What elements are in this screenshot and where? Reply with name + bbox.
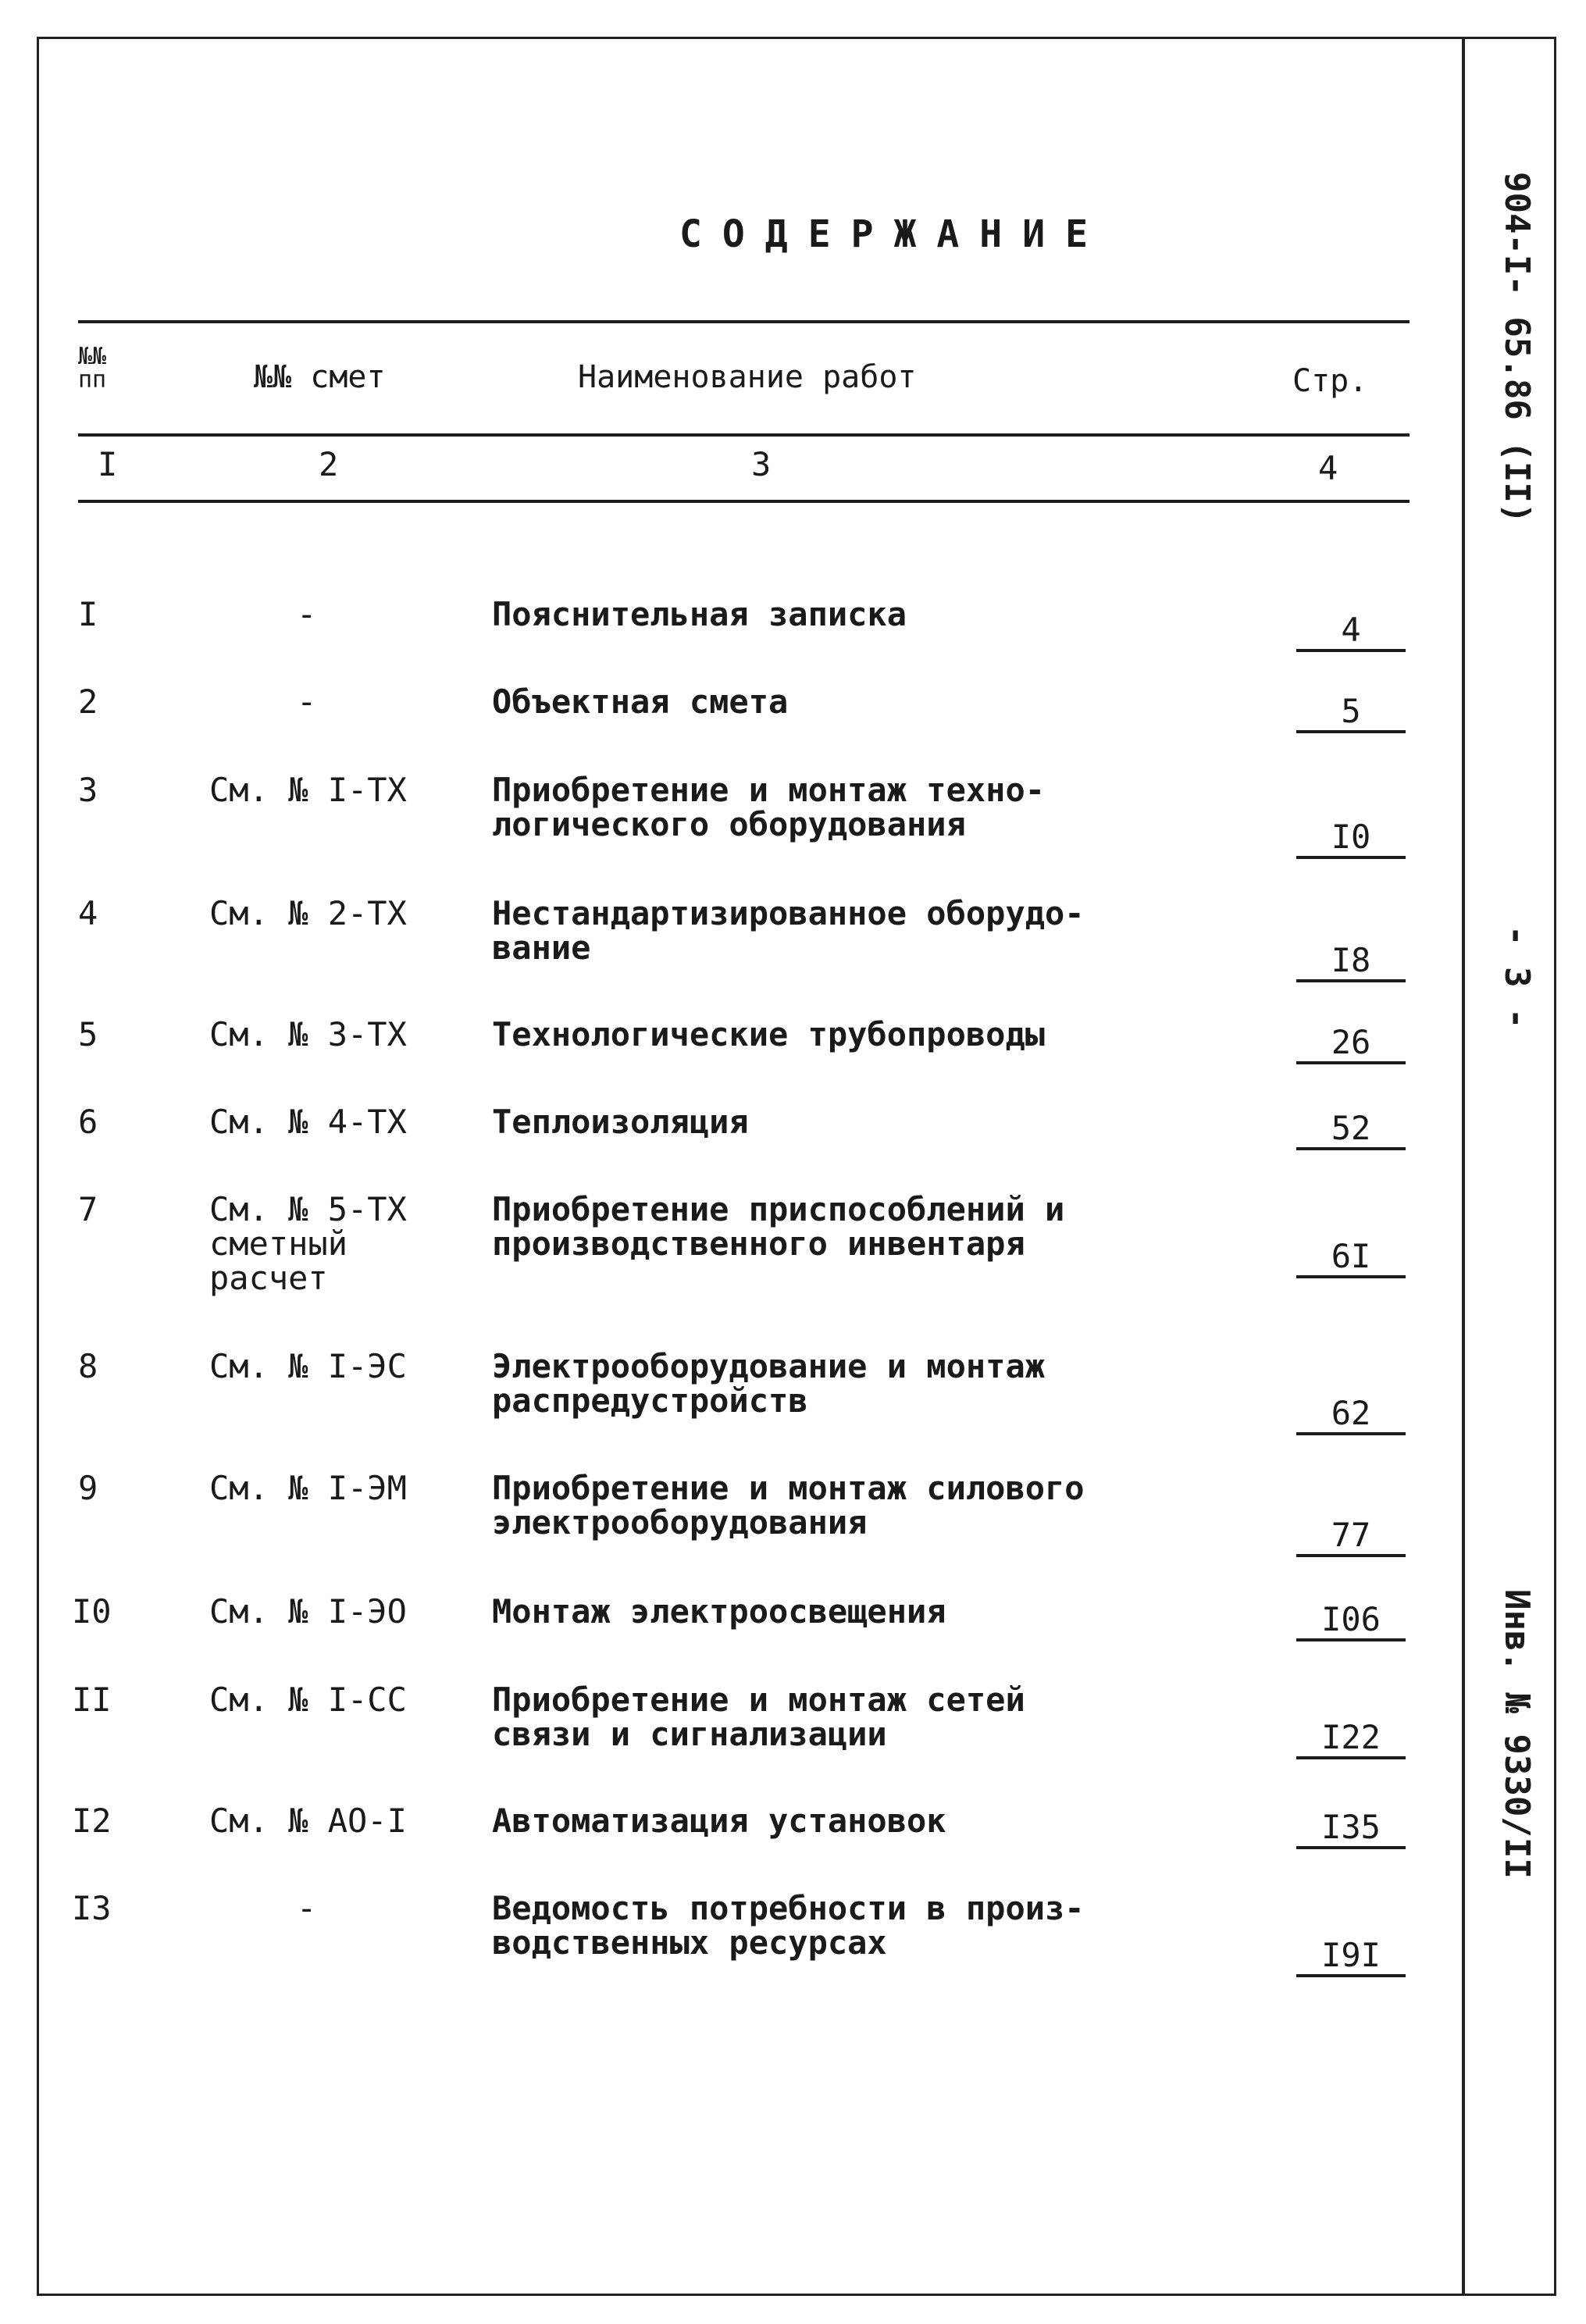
header-bottom-rule xyxy=(78,500,1410,503)
row-estimate: См. № I-СС xyxy=(209,1681,407,1719)
header-top-rule xyxy=(78,320,1410,323)
row-name: Ведомость потребности в произ- водственных ресурсах xyxy=(492,1889,1085,1962)
row-estimate: - xyxy=(297,595,317,633)
row-num: II xyxy=(72,1681,112,1719)
row-num: 8 xyxy=(78,1347,98,1385)
row-name: Нестандартизированное оборудо- вание xyxy=(492,894,1085,967)
row-name: Электрооборудование и монтаж распредустройств xyxy=(492,1347,1046,1420)
row-page: 52 xyxy=(1296,1111,1406,1150)
row-name: Приобретение и монтаж сетей связи и сигнализации xyxy=(492,1681,1025,1753)
row-name: Технологические трубопроводы xyxy=(492,1015,1046,1053)
row-page: I8 xyxy=(1296,943,1406,982)
row-page: I0 xyxy=(1296,820,1406,859)
row-page: 6I xyxy=(1296,1239,1406,1278)
row-num: 7 xyxy=(78,1190,98,1228)
row-estimate: См. № I-ЭС xyxy=(209,1347,407,1385)
column-number-3: 3 xyxy=(751,445,772,483)
row-num: 2 xyxy=(78,683,98,721)
side-strip-divider xyxy=(1462,37,1465,2296)
row-name: Теплоизоляция xyxy=(492,1103,749,1141)
row-num: I xyxy=(78,595,98,633)
row-name: Приобретение и монтаж техно- логического оборудования xyxy=(492,771,1046,843)
row-estimate: См. № 5-ТХ сметный расчет xyxy=(209,1190,407,1297)
column-number-2: 2 xyxy=(319,445,339,483)
row-estimate: См. № I-ТХ xyxy=(209,771,407,809)
row-page: 5 xyxy=(1296,694,1406,733)
row-estimate: См. № АО-I xyxy=(209,1802,407,1840)
row-estimate: - xyxy=(297,683,317,721)
row-name: Пояснительная записка xyxy=(492,595,907,633)
row-page: 62 xyxy=(1296,1396,1406,1435)
row-num: 4 xyxy=(78,894,98,932)
row-name: Приобретение и монтаж силового электрооборудования xyxy=(492,1469,1085,1542)
row-page: I35 xyxy=(1296,1810,1406,1849)
column-number-4: 4 xyxy=(1318,449,1338,487)
row-estimate: - xyxy=(297,1889,317,1927)
row-name: Автоматизация установок xyxy=(492,1802,946,1840)
column-number-1: I xyxy=(98,445,118,483)
side-document-code: 904-I- 65.86 (II) xyxy=(1497,172,1537,524)
row-num: 5 xyxy=(78,1015,98,1053)
row-estimate: См. № 3-ТХ xyxy=(209,1015,407,1053)
header-name: Наименование работ xyxy=(578,359,917,395)
side-inventory-number: Инв. № 9330/II xyxy=(1497,1589,1537,1879)
header-estimate: №№ смет xyxy=(254,359,386,395)
row-page: I06 xyxy=(1296,1602,1406,1641)
row-num: I3 xyxy=(72,1889,112,1927)
row-num: 9 xyxy=(78,1469,98,1507)
row-estimate: См. № I-ЭО xyxy=(209,1592,407,1631)
header-mid-rule xyxy=(78,433,1410,437)
side-page-number: - 3 - xyxy=(1497,925,1537,1029)
header-page: Стр. xyxy=(1292,363,1368,399)
row-name: Приобретение приспособлений и производственного инвентаря xyxy=(492,1190,1065,1263)
row-num: 3 xyxy=(78,771,98,809)
row-page: 77 xyxy=(1296,1518,1406,1557)
row-estimate: См. № 4-ТХ xyxy=(209,1103,407,1141)
row-num: I2 xyxy=(72,1802,112,1840)
row-estimate: См. № 2-ТХ xyxy=(209,894,407,932)
row-name: Объектная смета xyxy=(492,683,789,721)
row-num: I0 xyxy=(72,1592,112,1631)
row-name: Монтаж электроосвещения xyxy=(492,1592,946,1631)
row-page: 4 xyxy=(1296,613,1406,652)
row-page: I9I xyxy=(1296,1938,1406,1977)
row-num: 6 xyxy=(78,1103,98,1141)
row-page: I22 xyxy=(1296,1720,1406,1759)
document-title: СОДЕРЖАНИЕ xyxy=(679,212,1108,256)
header-num: №№ пп xyxy=(78,343,107,394)
row-estimate: См. № I-ЭМ xyxy=(209,1469,407,1507)
row-page: 26 xyxy=(1296,1025,1406,1064)
